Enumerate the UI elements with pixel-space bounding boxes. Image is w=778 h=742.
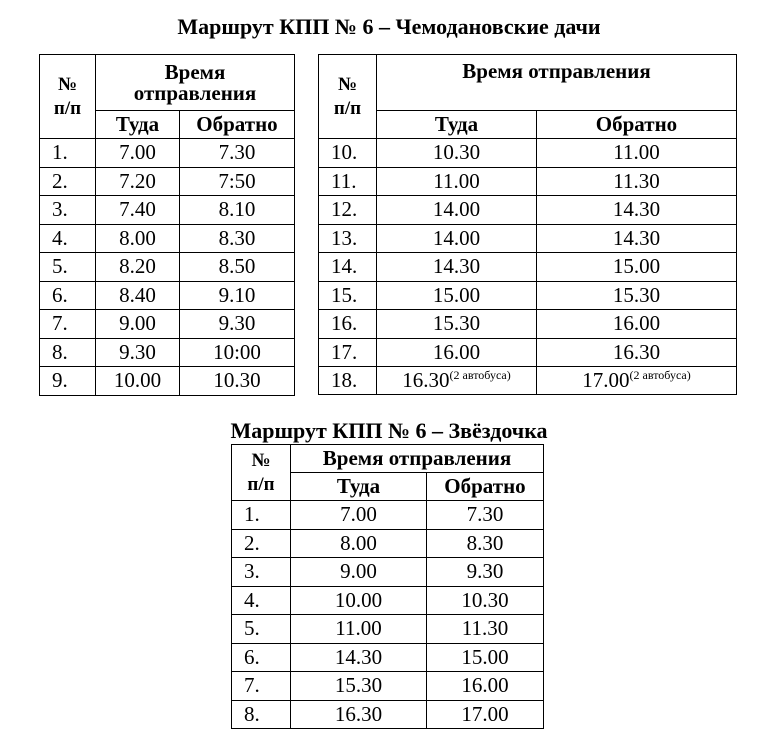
departure-back: 8.30 [180,224,295,253]
departure-back: 16.00 [427,672,544,701]
departure-back: 15.30 [537,281,737,310]
row-number: 18. [319,367,377,395]
table-row [319,281,737,310]
route1-title: Маршрут КПП № 6 – Чемодановские дачи [177,14,601,39]
departure-forward: 9.30 [96,338,180,367]
departure-forward: 10.00 [291,586,427,615]
header-number-abbr: п/п [53,97,82,119]
departure-back: 10:00 [180,338,295,367]
header-number [319,55,377,139]
table-row [40,196,295,225]
header-forward: Туда [377,111,537,139]
header-back: Обратно [537,111,737,139]
table-row [232,558,544,587]
table-row [40,139,295,168]
row-number: 14. [319,253,377,282]
table-row [232,643,544,672]
departure-forward: 10.00 [96,367,180,396]
row-number: 3. [232,558,291,587]
header-time-line2: отправления [133,80,257,105]
departure-back: 16.00 [537,310,737,339]
departure-forward: 9.00 [96,310,180,339]
table-row [232,615,544,644]
row-number: 2. [40,167,96,196]
departure-forward: 11.00 [291,615,427,644]
row-number: 2. [232,529,291,558]
table-row [319,224,737,253]
row-number: 8. [232,700,291,729]
row-number: 3. [40,196,96,225]
departure-back: 8.10 [180,196,295,225]
departure-back: 7:50 [180,167,295,196]
departure-back: 14.30 [537,224,737,253]
departure-back: 11.30 [427,615,544,644]
departure-back: 15.00 [427,643,544,672]
departure-forward: 7.20 [96,167,180,196]
header-departure-time: Время отправления [377,55,737,111]
departure-forward: 14.00 [377,224,537,253]
table-row [319,253,737,282]
departure-forward: 8.00 [291,529,427,558]
header-number-sign: № [251,449,271,471]
row-number: 9. [40,367,96,396]
departure-forward: 8.20 [96,253,180,282]
departure-forward: 15.30 [377,310,537,339]
table-row [40,253,295,282]
row-number: 6. [40,281,96,310]
row-number: 11. [319,167,377,196]
header-forward: Туда [96,111,180,139]
header-number-sign: № [57,73,78,95]
row-number: 10. [319,139,377,168]
departure-back: 11.00 [537,139,737,168]
departure-back: 16.30 [537,338,737,367]
departure-forward: 14.00 [377,196,537,225]
departure-forward: $16.30^{(2 автобуса)}$ [377,367,537,395]
header-back: Обратно [180,111,295,139]
header-time-line1: Время [164,59,226,84]
route2-schedule-table [231,444,544,729]
departure-forward: 7.00 [96,139,180,168]
table-row [40,224,295,253]
departure-back: 14.30 [537,196,737,225]
back-note: (2 автобуса) [629,368,691,382]
row-number: 4. [40,224,96,253]
row-number: 7. [40,310,96,339]
departure-forward: 9.00 [291,558,427,587]
row-number: 15. [319,281,377,310]
row-number: 1. [40,139,96,168]
table-row [40,338,295,367]
departure-forward: 11.00 [377,167,537,196]
departure-back: $17.00^{(2 автобуса)}$ [537,367,737,395]
departure-back: 10.30 [180,367,295,396]
row-number: 5. [232,615,291,644]
header-back: Обратно [427,473,544,501]
route1-schedule-table-left [39,54,295,396]
row-number: 8. [40,338,96,367]
row-number: 7. [232,672,291,701]
departure-forward: 14.30 [377,253,537,282]
header-number [232,445,291,501]
departure-back: 17.00 [427,700,544,729]
departure-back: 7.30 [427,501,544,530]
forward-note: (2 автобуса) [449,368,511,382]
table-row [319,167,737,196]
route1-schedule-table-right [318,54,737,395]
header-number-sign: № [337,73,358,95]
row-number: 17. [319,338,377,367]
table-row [232,501,544,530]
route2-title: Маршрут КПП № 6 – Звёздочка [230,418,548,443]
departure-back: 8.30 [427,529,544,558]
departure-forward: 15.00 [377,281,537,310]
row-number: 16. [319,310,377,339]
table-row [40,310,295,339]
departure-back: 15.00 [537,253,737,282]
row-number: 1. [232,501,291,530]
row-number: 13. [319,224,377,253]
table-row [40,281,295,310]
header-number [40,55,96,139]
departure-back: 9.30 [427,558,544,587]
departure-forward: 7.00 [291,501,427,530]
row-number: 6. [232,643,291,672]
departure-forward: 10.30 [377,139,537,168]
header-number-abbr: п/п [333,97,362,119]
departure-forward: 8.40 [96,281,180,310]
departure-forward: 8.00 [96,224,180,253]
table-row [319,310,737,339]
departure-forward: 16.00 [377,338,537,367]
departure-forward: 7.40 [96,196,180,225]
row-number: 12. [319,196,377,225]
departure-back: 9.30 [180,310,295,339]
departure-back: 9.10 [180,281,295,310]
departure-back: 7.30 [180,139,295,168]
table-row [40,167,295,196]
departure-back: 10.30 [427,586,544,615]
header-departure-time: Время отправления [291,445,544,473]
table-row [232,672,544,701]
table-row [319,367,737,395]
row-number: 4. [232,586,291,615]
departure-back: 11.30 [537,167,737,196]
departure-forward: 15.30 [291,672,427,701]
header-number-abbr: п/п [247,473,275,495]
header-departure-time [96,55,295,111]
departure-back: 8.50 [180,253,295,282]
row-number: 5. [40,253,96,282]
table-row [319,338,737,367]
header-forward: Туда [291,473,427,501]
departure-forward: 14.30 [291,643,427,672]
departure-forward: 16.30 [291,700,427,729]
table-row [319,196,737,225]
table-row [232,586,544,615]
table-row [40,367,295,396]
table-row [319,139,737,168]
table-row [232,529,544,558]
table-row [232,700,544,729]
